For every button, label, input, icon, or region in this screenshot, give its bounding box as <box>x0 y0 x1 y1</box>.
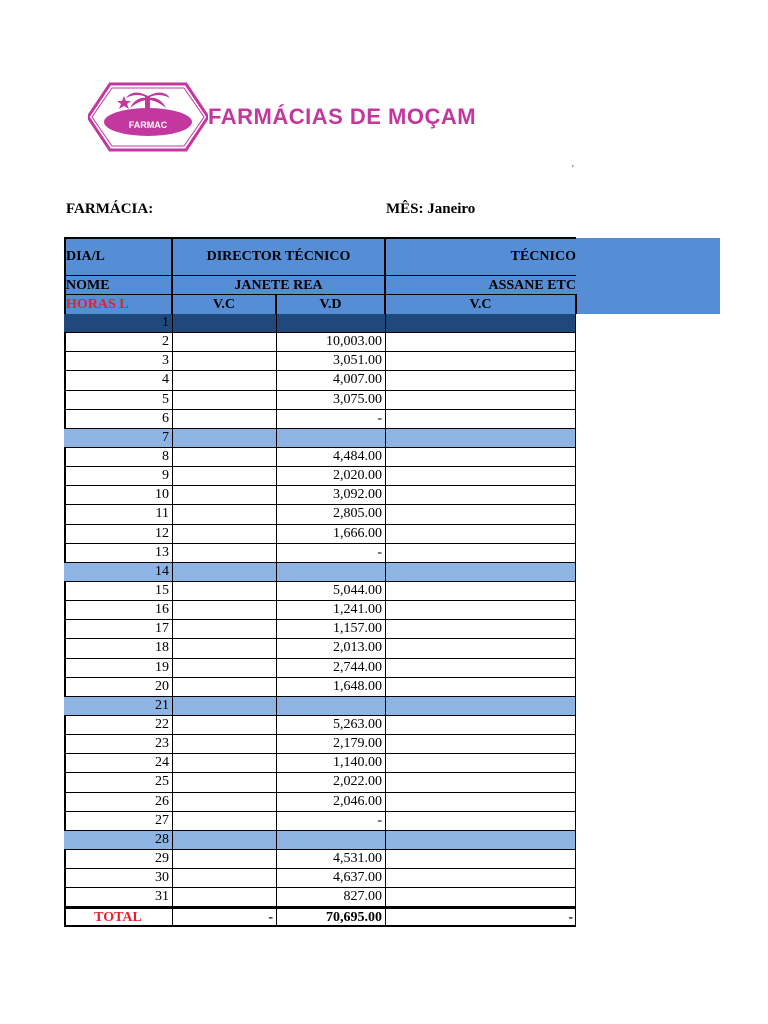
vd-cell: 1,241.00 <box>333 602 382 618</box>
table-row <box>64 352 576 371</box>
vc2-cell <box>385 831 576 849</box>
vd-cell: 1,648.00 <box>333 678 382 694</box>
vd-cell: 4,531.00 <box>333 850 382 866</box>
vc2-cell <box>385 716 576 734</box>
vd-cell <box>276 314 385 332</box>
vd-cell: 4,007.00 <box>333 372 382 388</box>
vc-cell <box>172 831 276 849</box>
day-cell: 18 <box>155 640 169 656</box>
director-name: JANETE REA <box>172 276 385 295</box>
day-cell: 20 <box>155 678 169 694</box>
table-row <box>64 716 576 735</box>
day-cell: 27 <box>155 812 169 828</box>
day-cell: 31 <box>155 889 169 905</box>
vc-header: V.C <box>172 295 276 314</box>
table-row <box>64 371 576 390</box>
table-row <box>64 831 576 850</box>
day-cell: 28 <box>155 831 169 847</box>
vc2-cell <box>385 678 576 696</box>
header-divider-2 <box>384 237 386 314</box>
total-row <box>64 907 576 927</box>
vd-cell: 10,003.00 <box>326 334 382 350</box>
vc-cell <box>172 754 276 772</box>
vd-cell: 1,140.00 <box>333 755 382 771</box>
vc2-cell <box>385 888 576 906</box>
table-row <box>64 333 576 352</box>
vd-cell: 2,744.00 <box>333 659 382 675</box>
vd-cell: 827.00 <box>343 889 382 905</box>
horas-header: HORAS L <box>64 295 172 314</box>
vc-cell <box>172 850 276 868</box>
vd-cell: 5,044.00 <box>333 582 382 598</box>
vc2-cell <box>385 314 576 332</box>
table-row <box>64 639 576 658</box>
table-row <box>64 601 576 620</box>
brand-name: FARMÁCIAS DE MOÇAM <box>208 104 477 129</box>
header-fill-block <box>576 238 720 314</box>
tecnico-name: ASSANE ETC <box>385 276 576 295</box>
vc2-cell <box>385 486 576 504</box>
vc2-header: V.C <box>385 295 576 314</box>
total-vc2: - <box>568 910 573 925</box>
farmac-badge-text: FARMAC <box>128 120 168 130</box>
table-row <box>64 735 576 754</box>
day-cell: 22 <box>155 716 169 732</box>
vc-cell <box>172 410 276 428</box>
pharmacy-label: FARMÁCIA: <box>66 201 154 217</box>
day-cell: 2 <box>162 334 169 350</box>
vc-cell <box>172 793 276 811</box>
day-cell: 29 <box>155 850 169 866</box>
farmac-logo <box>88 82 578 152</box>
vc2-cell <box>385 582 576 600</box>
vd-cell: 4,484.00 <box>333 448 382 464</box>
day-cell: 3 <box>162 353 169 369</box>
vc-cell <box>172 735 276 753</box>
vc-cell <box>172 563 276 581</box>
vc-cell <box>172 812 276 830</box>
vc-cell <box>172 620 276 638</box>
farmac-emblem-icon <box>88 82 208 152</box>
day-cell: 25 <box>155 774 169 790</box>
vc-cell <box>172 888 276 906</box>
vc2-cell <box>385 467 576 485</box>
vc-cell <box>172 582 276 600</box>
day-cell: 21 <box>155 697 169 713</box>
header-divider-4 <box>575 294 577 314</box>
vc-cell <box>172 601 276 619</box>
vd-cell: - <box>377 544 382 560</box>
vc2-cell <box>385 333 576 351</box>
day-cell: 19 <box>155 659 169 675</box>
table-row <box>64 467 576 486</box>
vc2-cell <box>385 773 576 791</box>
vd-cell <box>276 563 385 581</box>
nome-header: NOME <box>64 276 172 295</box>
table-row <box>64 678 576 697</box>
header-divider-1 <box>171 237 173 314</box>
table-row <box>64 486 576 505</box>
vd-cell: 1,666.00 <box>333 525 382 541</box>
vc2-cell <box>385 812 576 830</box>
vd-cell: 4,637.00 <box>333 870 382 886</box>
vc-cell <box>172 716 276 734</box>
day-rows <box>64 314 576 907</box>
vd-cell: 1,157.00 <box>333 621 382 637</box>
day-cell: 6 <box>162 410 169 426</box>
day-cell: 26 <box>155 793 169 809</box>
day-cell: 23 <box>155 736 169 752</box>
header-mark: ' <box>572 164 574 175</box>
table-row <box>64 563 576 582</box>
header-divider-3 <box>275 294 277 314</box>
vc-cell <box>172 371 276 389</box>
vc-cell <box>172 869 276 887</box>
vc2-cell <box>385 544 576 562</box>
vd-cell: 2,013.00 <box>333 640 382 656</box>
table-row <box>64 525 576 544</box>
vd-cell: 2,805.00 <box>333 506 382 522</box>
table-row <box>64 773 576 792</box>
vc-cell <box>172 678 276 696</box>
vc2-cell <box>385 391 576 409</box>
vc2-cell <box>385 639 576 657</box>
vc-cell <box>172 391 276 409</box>
vc-cell <box>172 467 276 485</box>
day-cell: 11 <box>155 506 169 522</box>
day-cell: 5 <box>162 391 169 407</box>
vc2-cell <box>385 754 576 772</box>
table-row <box>64 429 576 448</box>
day-cell: 7 <box>162 429 169 445</box>
vd-cell: 3,092.00 <box>333 487 382 503</box>
vd-cell <box>276 429 385 447</box>
vd-cell <box>276 831 385 849</box>
day-cell: 13 <box>155 544 169 560</box>
vc2-cell <box>385 371 576 389</box>
vc2-cell <box>385 448 576 466</box>
vc-cell <box>172 352 276 370</box>
total-label: TOTAL <box>94 910 142 925</box>
vc-cell <box>172 544 276 562</box>
day-cell: 9 <box>162 468 169 484</box>
tecnico-header: TÉCNICO <box>385 238 576 276</box>
day-cell: 10 <box>155 487 169 503</box>
day-cell: 14 <box>155 563 169 579</box>
vd-cell: 3,051.00 <box>333 353 382 369</box>
table-row <box>64 888 576 907</box>
vc2-cell <box>385 563 576 581</box>
vd-cell: 2,020.00 <box>333 468 382 484</box>
table-row <box>64 314 576 333</box>
vd-cell <box>276 697 385 715</box>
day-cell: 17 <box>155 621 169 637</box>
day-cell: 15 <box>155 582 169 598</box>
table-row <box>64 410 576 429</box>
director-header: DIRECTOR TÉCNICO <box>172 238 385 276</box>
vc2-cell <box>385 525 576 543</box>
table-row <box>64 850 576 869</box>
vd-cell: - <box>377 812 382 828</box>
vc2-cell <box>385 352 576 370</box>
vc-cell <box>172 639 276 657</box>
day-cell: 16 <box>155 602 169 618</box>
vc-cell <box>172 333 276 351</box>
month-label: MÊS: Janeiro <box>386 201 476 217</box>
vd-cell: - <box>377 410 382 426</box>
vd-cell: 5,263.00 <box>333 716 382 732</box>
vc2-cell <box>385 869 576 887</box>
day-cell: 30 <box>155 870 169 886</box>
vc2-cell <box>385 659 576 677</box>
table-row <box>64 869 576 888</box>
table-row <box>64 812 576 831</box>
vc2-cell <box>385 850 576 868</box>
vc2-cell <box>385 601 576 619</box>
vc-cell <box>172 429 276 447</box>
vc-cell <box>172 486 276 504</box>
vc-cell <box>172 773 276 791</box>
vc-cell <box>172 448 276 466</box>
table-row <box>64 697 576 716</box>
vc2-cell <box>385 429 576 447</box>
header-border-1 <box>64 275 576 276</box>
table-row <box>64 448 576 467</box>
vc-cell <box>172 525 276 543</box>
vc2-cell <box>385 505 576 523</box>
vc-cell <box>172 505 276 523</box>
header-border-2 <box>64 294 576 295</box>
vc2-cell <box>385 735 576 753</box>
vd-cell: 2,046.00 <box>333 793 382 809</box>
table-row <box>64 391 576 410</box>
vc-cell <box>172 659 276 677</box>
header-top-border <box>64 237 576 239</box>
vd-cell: 3,075.00 <box>333 391 382 407</box>
vc2-cell <box>385 697 576 715</box>
dia-header: DIA/L <box>64 238 172 276</box>
day-cell: 4 <box>162 372 169 388</box>
vc2-cell <box>385 620 576 638</box>
table-row <box>64 505 576 524</box>
total-vc: - <box>268 910 273 925</box>
table-row <box>64 659 576 678</box>
vc-cell <box>172 697 276 715</box>
vc-cell <box>172 314 276 332</box>
table-row <box>64 793 576 812</box>
vd-header: V.D <box>276 295 385 314</box>
table-row <box>64 544 576 563</box>
day-cell: 8 <box>162 448 169 464</box>
vd-cell: 2,179.00 <box>333 736 382 752</box>
vd-cell: 2,022.00 <box>333 774 382 790</box>
day-cell: 12 <box>155 525 169 541</box>
table-row <box>64 620 576 639</box>
table-row <box>64 754 576 773</box>
day-cell: 1 <box>162 315 169 330</box>
day-cell: 24 <box>155 755 169 771</box>
vc2-cell <box>385 793 576 811</box>
total-vd: 70,695.00 <box>326 910 382 925</box>
table-row <box>64 582 576 601</box>
vc2-cell <box>385 410 576 428</box>
